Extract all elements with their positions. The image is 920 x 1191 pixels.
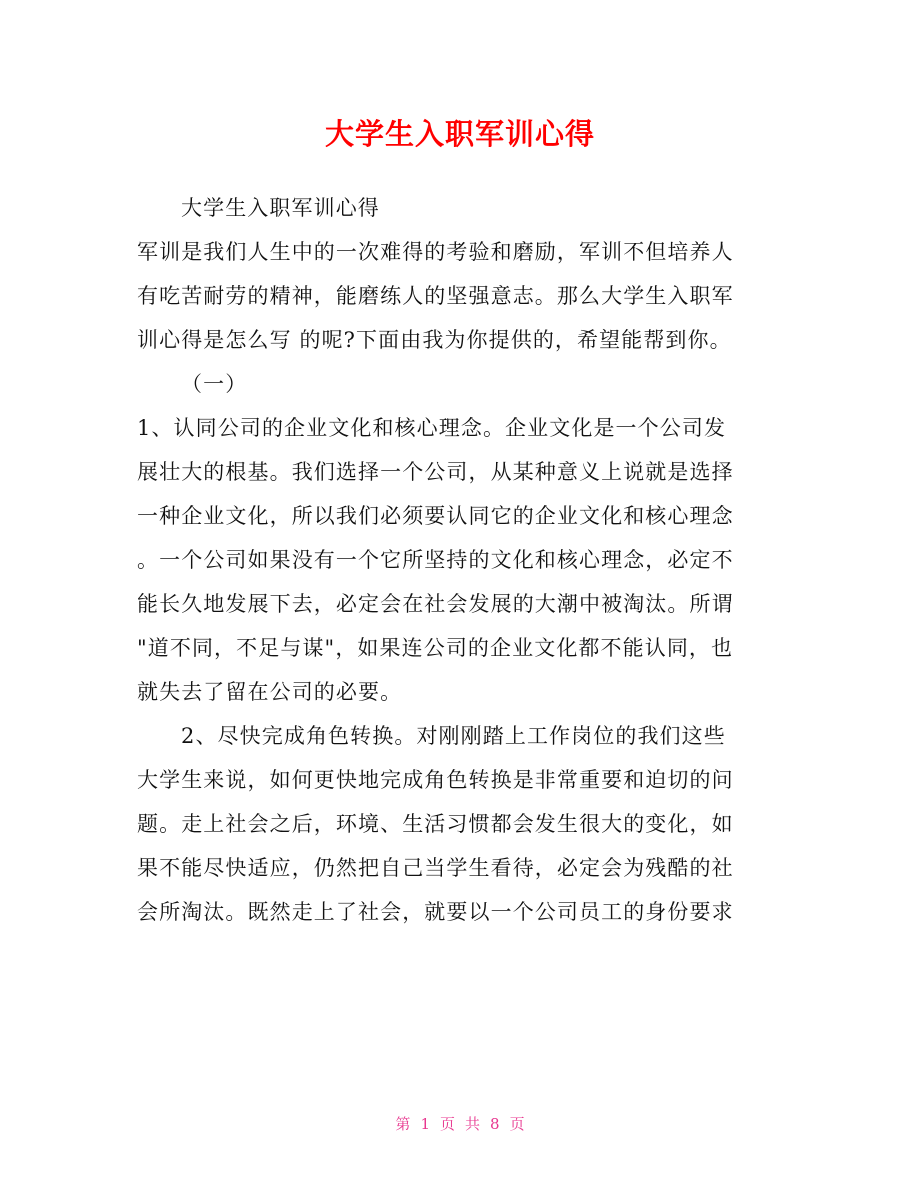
text-line: 大学生来说，如何更快地完成角色转换是非常重要和迫切的问 [137,768,734,792]
text-line: 大学生入职军训心得 [181,196,380,220]
footer-total-prefix: 共 [465,1115,481,1133]
text-line: 有吃苦耐劳的精神，能磨练人的坚强意志。那么大学生入职军 [137,284,734,308]
page-footer [0,1113,920,1134]
document-title: 大学生入职军训心得 [324,117,595,151]
text-line: 军训是我们人生中的一次难得的考验和磨励，军训不但培养人 [137,240,734,264]
text-line: 题。走上社会之后，环境、生活习惯都会发生很大的变化，如 [137,812,734,836]
footer-page-word: 页 [439,1115,455,1133]
text-line: 一种企业文化，所以我们必须要认同它的企业文化和核心理念 [137,504,734,528]
text-line: 会所淘汰。既然走上了社会，就要以一个公司员工的身份要求 [137,900,734,924]
text-line: 2、尽快完成角色转换。对刚刚踏上工作岗位的我们这些 [181,724,726,748]
text-line: 。一个公司如果没有一个它所坚持的文化和核心理念，必定不 [137,548,734,572]
text-line: 训心得是怎么写 的呢?下面由我为你提供的，希望能帮到你。 [137,328,732,352]
text-line: 果不能尽快适应，仍然把自己当学生看待，必定会为残酷的社 [137,856,734,880]
text-line: 就失去了留在公司的必要。 [137,680,403,704]
text-line: 1、认同公司的企业文化和核心理念。企业文化是一个公司发 [137,416,727,440]
footer-suffix: 页 [509,1115,525,1133]
footer-prefix: 第 [395,1115,411,1133]
section-heading: （一） [181,372,248,396]
text-line: "道不同，不足与谋"，如果连公司的企业文化都不能认同，也 [137,636,734,660]
text-line: 能长久地发展下去，必定会在社会发展的大潮中被淘汰。所谓 [137,592,734,616]
current-page-number: 1 [420,1115,430,1133]
document-body [137,186,787,934]
total-pages-number: 8 [490,1115,500,1133]
text-line: 展壮大的根基。我们选择一个公司，从某种意义上说就是选择 [137,460,734,484]
